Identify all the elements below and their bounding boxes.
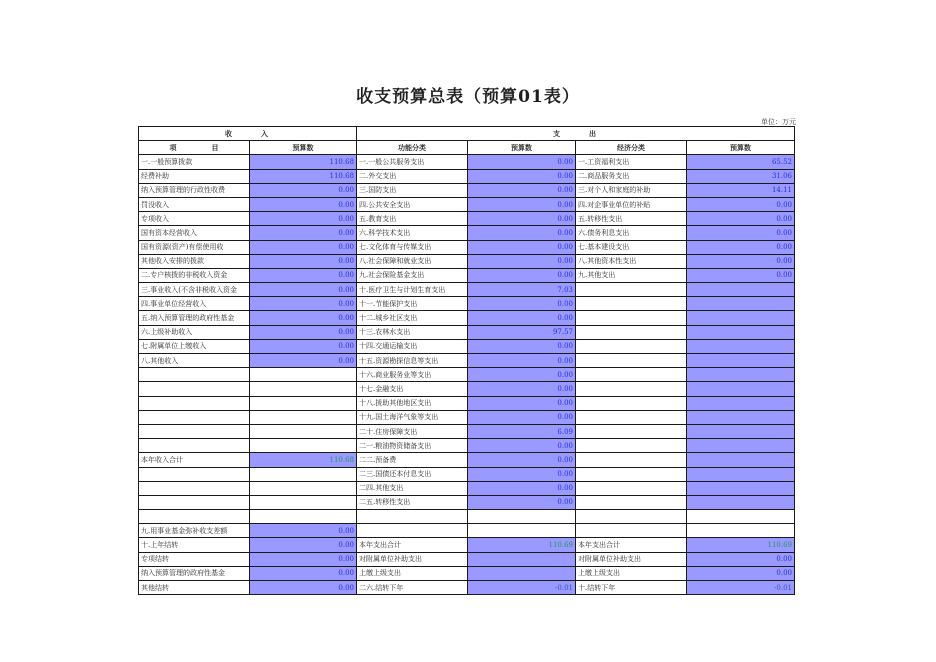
table-row	[139, 155, 795, 169]
expense-section-header: 支 出	[357, 127, 795, 141]
budget-cell[interactable]: 0.00	[687, 552, 795, 566]
budget-cell[interactable]: 0.00	[250, 268, 357, 282]
item-cell[interactable]: 九.用事业基金弥补收支差额	[139, 524, 250, 538]
item-cell[interactable]	[576, 410, 687, 424]
budget-cell[interactable]	[250, 410, 357, 424]
item-cell[interactable]: 九.社会保险基金支出	[357, 268, 468, 282]
item-cell[interactable]: 十九.国土海洋气象等支出	[357, 410, 468, 424]
budget-cell[interactable]	[687, 311, 795, 325]
budget-cell[interactable]	[250, 439, 357, 453]
table-row	[139, 311, 795, 325]
budget-cell[interactable]: 0.00	[468, 183, 576, 197]
item-cell[interactable]: 九.其他支出	[576, 268, 687, 282]
budget-cell[interactable]: 110.68	[250, 155, 357, 169]
budget-cell[interactable]: 0.00	[250, 552, 357, 566]
budget-cell[interactable]: 0.00	[687, 254, 795, 268]
item-cell[interactable]	[139, 382, 250, 396]
budget-cell[interactable]: 0.00	[250, 297, 357, 311]
budget-cell[interactable]: 7.03	[468, 283, 576, 297]
item-cell[interactable]	[576, 510, 687, 524]
item-cell[interactable]: 五.教育支出	[357, 212, 468, 226]
item-cell[interactable]	[139, 467, 250, 481]
item-cell[interactable]: 二.外交支出	[357, 169, 468, 183]
item-cell[interactable]: 二六.结转下年	[357, 581, 468, 595]
item-cell[interactable]: 一.一般预算拨款	[139, 155, 250, 169]
item-cell[interactable]	[139, 410, 250, 424]
table-row	[139, 581, 795, 595]
budget-cell[interactable]: 0.00	[468, 481, 576, 495]
budget-cell[interactable]: 0.00	[250, 197, 357, 211]
table-row	[139, 354, 795, 368]
item-cell[interactable]	[576, 453, 687, 467]
table-row	[139, 368, 795, 382]
column-header-row	[139, 141, 795, 155]
budget-cell[interactable]: -0.01	[468, 581, 576, 595]
item-cell[interactable]	[139, 495, 250, 509]
table-row	[139, 197, 795, 211]
item-cell[interactable]: 七.附属单位上缴收入	[139, 339, 250, 353]
item-cell[interactable]	[576, 311, 687, 325]
item-cell[interactable]: 二.商品服务支出	[576, 169, 687, 183]
item-cell[interactable]: 二五.转移性支出	[357, 495, 468, 509]
item-cell[interactable]: 国有资源(资产)有偿使用收	[139, 240, 250, 254]
budget-cell[interactable]	[687, 410, 795, 424]
item-cell[interactable]: 本年支出合计	[357, 538, 468, 552]
budget-cell[interactable]	[687, 439, 795, 453]
item-cell[interactable]	[576, 325, 687, 339]
budget-cell[interactable]: 0.00	[468, 240, 576, 254]
item-cell[interactable]	[357, 510, 468, 524]
item-cell[interactable]: 上缴上级支出	[357, 566, 468, 580]
item-cell[interactable]: 六.上级补助收入	[139, 325, 250, 339]
budget-cell[interactable]: 0.00	[687, 240, 795, 254]
budget-cell[interactable]: 0.00	[687, 268, 795, 282]
col-header-budget-2: 预算数	[468, 141, 576, 155]
item-cell[interactable]: 上缴上级支出	[576, 566, 687, 580]
budget-cell[interactable]: 6.09	[468, 424, 576, 438]
item-cell[interactable]: 纳入预算管理的政府性基金	[139, 566, 250, 580]
budget-cell[interactable]	[687, 382, 795, 396]
item-cell[interactable]: 专项结转	[139, 552, 250, 566]
item-cell[interactable]: 罚没收入	[139, 197, 250, 211]
budget-cell[interactable]: 0.00	[687, 212, 795, 226]
table-row	[139, 467, 795, 481]
budget-cell[interactable]	[250, 368, 357, 382]
item-cell[interactable]	[576, 396, 687, 410]
item-cell[interactable]: 三.对个人和家庭的补助	[576, 183, 687, 197]
budget-cell[interactable]	[687, 453, 795, 467]
table-row	[139, 382, 795, 396]
item-cell[interactable]: 二.专户核拨的非税收入资金	[139, 268, 250, 282]
budget-cell[interactable]	[250, 481, 357, 495]
item-cell[interactable]	[576, 368, 687, 382]
budget-cell[interactable]: 0.00	[250, 311, 357, 325]
table-row	[139, 169, 795, 183]
item-cell[interactable]: 五.纳入预算管理的政府性基金	[139, 311, 250, 325]
item-cell[interactable]: 二四.其他支出	[357, 481, 468, 495]
budget-cell[interactable]: 0.00	[468, 297, 576, 311]
budget-cell[interactable]	[250, 396, 357, 410]
budget-cell[interactable]: 14.11	[687, 183, 795, 197]
budget-cell[interactable]	[468, 566, 576, 580]
table-row	[139, 481, 795, 495]
item-cell[interactable]	[576, 524, 687, 538]
table-row	[139, 495, 795, 509]
budget-cell[interactable]	[687, 510, 795, 524]
item-cell[interactable]	[576, 481, 687, 495]
item-cell[interactable]: 七.基本建设支出	[576, 240, 687, 254]
table-row	[139, 439, 795, 453]
budget-cell[interactable]: 0.00	[250, 538, 357, 552]
table-row	[139, 552, 795, 566]
item-cell[interactable]: 十五.资源勘探信息等支出	[357, 354, 468, 368]
table-row	[139, 297, 795, 311]
budget-cell[interactable]: 0.00	[468, 169, 576, 183]
item-cell[interactable]: 三.事业收入(不含非税收入资金	[139, 283, 250, 297]
budget-cell[interactable]	[687, 396, 795, 410]
budget-cell[interactable]: 0.00	[250, 339, 357, 353]
item-cell[interactable]: 八.社会保障和就业支出	[357, 254, 468, 268]
item-cell[interactable]: 六.债务利息支出	[576, 226, 687, 240]
item-cell[interactable]: 国有资本经营收入	[139, 226, 250, 240]
budget-cell[interactable]: 0.00	[468, 254, 576, 268]
col-header-budget-3: 预算数	[687, 141, 795, 155]
item-cell[interactable]: 十七.金融支出	[357, 382, 468, 396]
item-cell[interactable]	[139, 368, 250, 382]
item-cell[interactable]: 十八.援助其他地区支出	[357, 396, 468, 410]
item-cell[interactable]	[576, 467, 687, 481]
item-cell[interactable]: 对附属单位补助支出	[576, 552, 687, 566]
section-header-row	[139, 127, 795, 141]
budget-cell[interactable]: 0.00	[250, 283, 357, 297]
budget-cell[interactable]	[687, 368, 795, 382]
col-header-function: 功能分类	[357, 141, 468, 155]
budget-cell[interactable]: 0.00	[250, 524, 357, 538]
budget-cell[interactable]: 0.00	[250, 566, 357, 580]
item-cell[interactable]: 十六.商业服务业等支出	[357, 368, 468, 382]
budget-cell[interactable]: 0.00	[250, 254, 357, 268]
budget-cell[interactable]	[687, 524, 795, 538]
table-row	[139, 410, 795, 424]
budget-cell[interactable]	[468, 510, 576, 524]
item-cell[interactable]	[139, 424, 250, 438]
table-row	[139, 510, 795, 524]
table-row	[139, 339, 795, 353]
table-row	[139, 424, 795, 438]
item-cell[interactable]: 四.公共安全支出	[357, 197, 468, 211]
item-cell[interactable]: 十三.农林水支出	[357, 325, 468, 339]
budget-cell[interactable]	[687, 354, 795, 368]
budget-cell[interactable]	[468, 524, 576, 538]
item-cell[interactable]: 二三.国债还本付息支出	[357, 467, 468, 481]
income-section-header: 收 入	[139, 127, 357, 141]
budget-summary-table	[138, 126, 795, 595]
item-cell[interactable]: 本年支出合计	[576, 538, 687, 552]
item-cell[interactable]	[576, 339, 687, 353]
item-cell[interactable]: 一.工资福利支出	[576, 155, 687, 169]
item-cell[interactable]: 二一.粮油物资储备支出	[357, 439, 468, 453]
budget-cell[interactable]: 0.00	[250, 325, 357, 339]
item-cell[interactable]: 四.事业单位经营收入	[139, 297, 250, 311]
item-cell[interactable]: 十二.城乡社区支出	[357, 311, 468, 325]
item-cell[interactable]: 经费补助	[139, 169, 250, 183]
budget-cell[interactable]	[687, 283, 795, 297]
budget-cell[interactable]: 0.00	[468, 155, 576, 169]
item-cell[interactable]: 三.国防支出	[357, 183, 468, 197]
budget-cell[interactable]	[687, 325, 795, 339]
budget-cell[interactable]	[687, 495, 795, 509]
table-row	[139, 538, 795, 552]
item-cell[interactable]	[576, 439, 687, 453]
table-row	[139, 325, 795, 339]
item-cell[interactable]: 十一.节能保护支出	[357, 297, 468, 311]
budget-cell[interactable]: 0.00	[468, 311, 576, 325]
budget-cell[interactable]: 0.00	[468, 410, 576, 424]
item-cell[interactable]: 十.医疗卫生与计划生育支出	[357, 283, 468, 297]
budget-cell[interactable]: 0.00	[468, 467, 576, 481]
table-row	[139, 240, 795, 254]
item-cell[interactable]	[357, 524, 468, 538]
budget-cell[interactable]: 0.00	[687, 226, 795, 240]
item-cell[interactable]: 八.其他资本性支出	[576, 254, 687, 268]
budget-cell[interactable]: 31.06	[687, 169, 795, 183]
budget-cell[interactable]	[250, 510, 357, 524]
item-cell[interactable]	[576, 424, 687, 438]
col-header-economic: 经济分类	[576, 141, 687, 155]
item-cell[interactable]: 一.一般公共服务支出	[357, 155, 468, 169]
item-cell[interactable]	[139, 510, 250, 524]
unit-label: 单位：万元	[761, 118, 796, 126]
budget-cell[interactable]	[687, 339, 795, 353]
table-row	[139, 453, 795, 467]
table-row	[139, 396, 795, 410]
budget-cell[interactable]: 0.00	[468, 268, 576, 282]
budget-cell[interactable]: 0.00	[250, 240, 357, 254]
budget-cell[interactable]: 0.00	[250, 212, 357, 226]
budget-cell[interactable]: 0.00	[468, 453, 576, 467]
budget-cell[interactable]	[250, 424, 357, 438]
budget-cell[interactable]: 0.00	[468, 396, 576, 410]
budget-cell[interactable]: 110.69	[468, 538, 576, 552]
budget-cell[interactable]: 65.52	[687, 155, 795, 169]
item-cell[interactable]: 十.上年结转	[139, 538, 250, 552]
table-row	[139, 254, 795, 268]
item-cell[interactable]: 其他收入安排的拨款	[139, 254, 250, 268]
budget-cell[interactable]	[250, 467, 357, 481]
budget-cell[interactable]: 0.00	[250, 226, 357, 240]
budget-cell[interactable]	[687, 297, 795, 311]
budget-cell[interactable]: 0.00	[250, 183, 357, 197]
item-cell[interactable]	[576, 495, 687, 509]
budget-cell[interactable]: -0.01	[687, 581, 795, 595]
item-cell[interactable]: 本年收入合计	[139, 453, 250, 467]
table-row	[139, 283, 795, 297]
budget-cell[interactable]: 97.57	[468, 325, 576, 339]
item-cell[interactable]	[139, 481, 250, 495]
item-cell[interactable]: 五.转移性支出	[576, 212, 687, 226]
table-row	[139, 524, 795, 538]
budget-cell[interactable]	[468, 552, 576, 566]
col-header-budget: 预算数	[250, 141, 357, 155]
budget-cell[interactable]: 0.00	[250, 581, 357, 595]
budget-cell[interactable]: 0.00	[468, 197, 576, 211]
item-cell[interactable]	[576, 382, 687, 396]
table-row	[139, 566, 795, 580]
budget-cell[interactable]: 0.00	[468, 226, 576, 240]
budget-cell[interactable]	[250, 382, 357, 396]
budget-cell[interactable]: 0.00	[687, 566, 795, 580]
item-cell[interactable]: 八.其他收入	[139, 354, 250, 368]
item-cell[interactable]	[576, 297, 687, 311]
page-title: 收支预算总表（预算01表）	[356, 87, 580, 107]
item-cell[interactable]	[576, 354, 687, 368]
item-cell[interactable]: 二二.预备费	[357, 453, 468, 467]
budget-cell[interactable]: 110.68	[250, 453, 357, 467]
table-row	[139, 268, 795, 282]
budget-cell[interactable]: 110.68	[250, 169, 357, 183]
budget-cell[interactable]: 0.00	[468, 368, 576, 382]
budget-cell[interactable]: 0.00	[468, 212, 576, 226]
item-cell[interactable]: 十.结转下年	[576, 581, 687, 595]
item-cell[interactable]: 专项收入	[139, 212, 250, 226]
budget-cell[interactable]: 0.00	[468, 495, 576, 509]
item-cell[interactable]: 十四.交通运输支出	[357, 339, 468, 353]
budget-cell[interactable]	[250, 495, 357, 509]
item-cell[interactable]: 七.文化体育与传媒支出	[357, 240, 468, 254]
budget-cell[interactable]: 0.00	[468, 382, 576, 396]
table-row	[139, 226, 795, 240]
budget-cell[interactable]: 0.00	[468, 439, 576, 453]
budget-cell[interactable]	[687, 467, 795, 481]
item-cell[interactable]	[139, 396, 250, 410]
budget-cell[interactable]: 0.00	[468, 339, 576, 353]
item-cell[interactable]: 其他结转	[139, 581, 250, 595]
item-cell[interactable]	[139, 439, 250, 453]
table-row	[139, 212, 795, 226]
item-cell[interactable]: 六.科学技术支出	[357, 226, 468, 240]
item-cell[interactable]: 纳入预算管理的行政性收费	[139, 183, 250, 197]
budget-cell[interactable]: 0.00	[250, 354, 357, 368]
budget-cell[interactable]: 110.69	[687, 538, 795, 552]
table-row	[139, 183, 795, 197]
budget-cell[interactable]: 0.00	[468, 354, 576, 368]
item-cell[interactable]	[576, 283, 687, 297]
item-cell[interactable]: 二十.住房保障支出	[357, 424, 468, 438]
item-cell[interactable]: 对附属单位补助支出	[357, 552, 468, 566]
col-header-item: 项 目	[139, 141, 250, 155]
budget-cell[interactable]	[687, 424, 795, 438]
budget-cell[interactable]: 0.00	[687, 197, 795, 211]
budget-cell[interactable]	[687, 481, 795, 495]
item-cell[interactable]: 四.对企事业单位的补贴	[576, 197, 687, 211]
